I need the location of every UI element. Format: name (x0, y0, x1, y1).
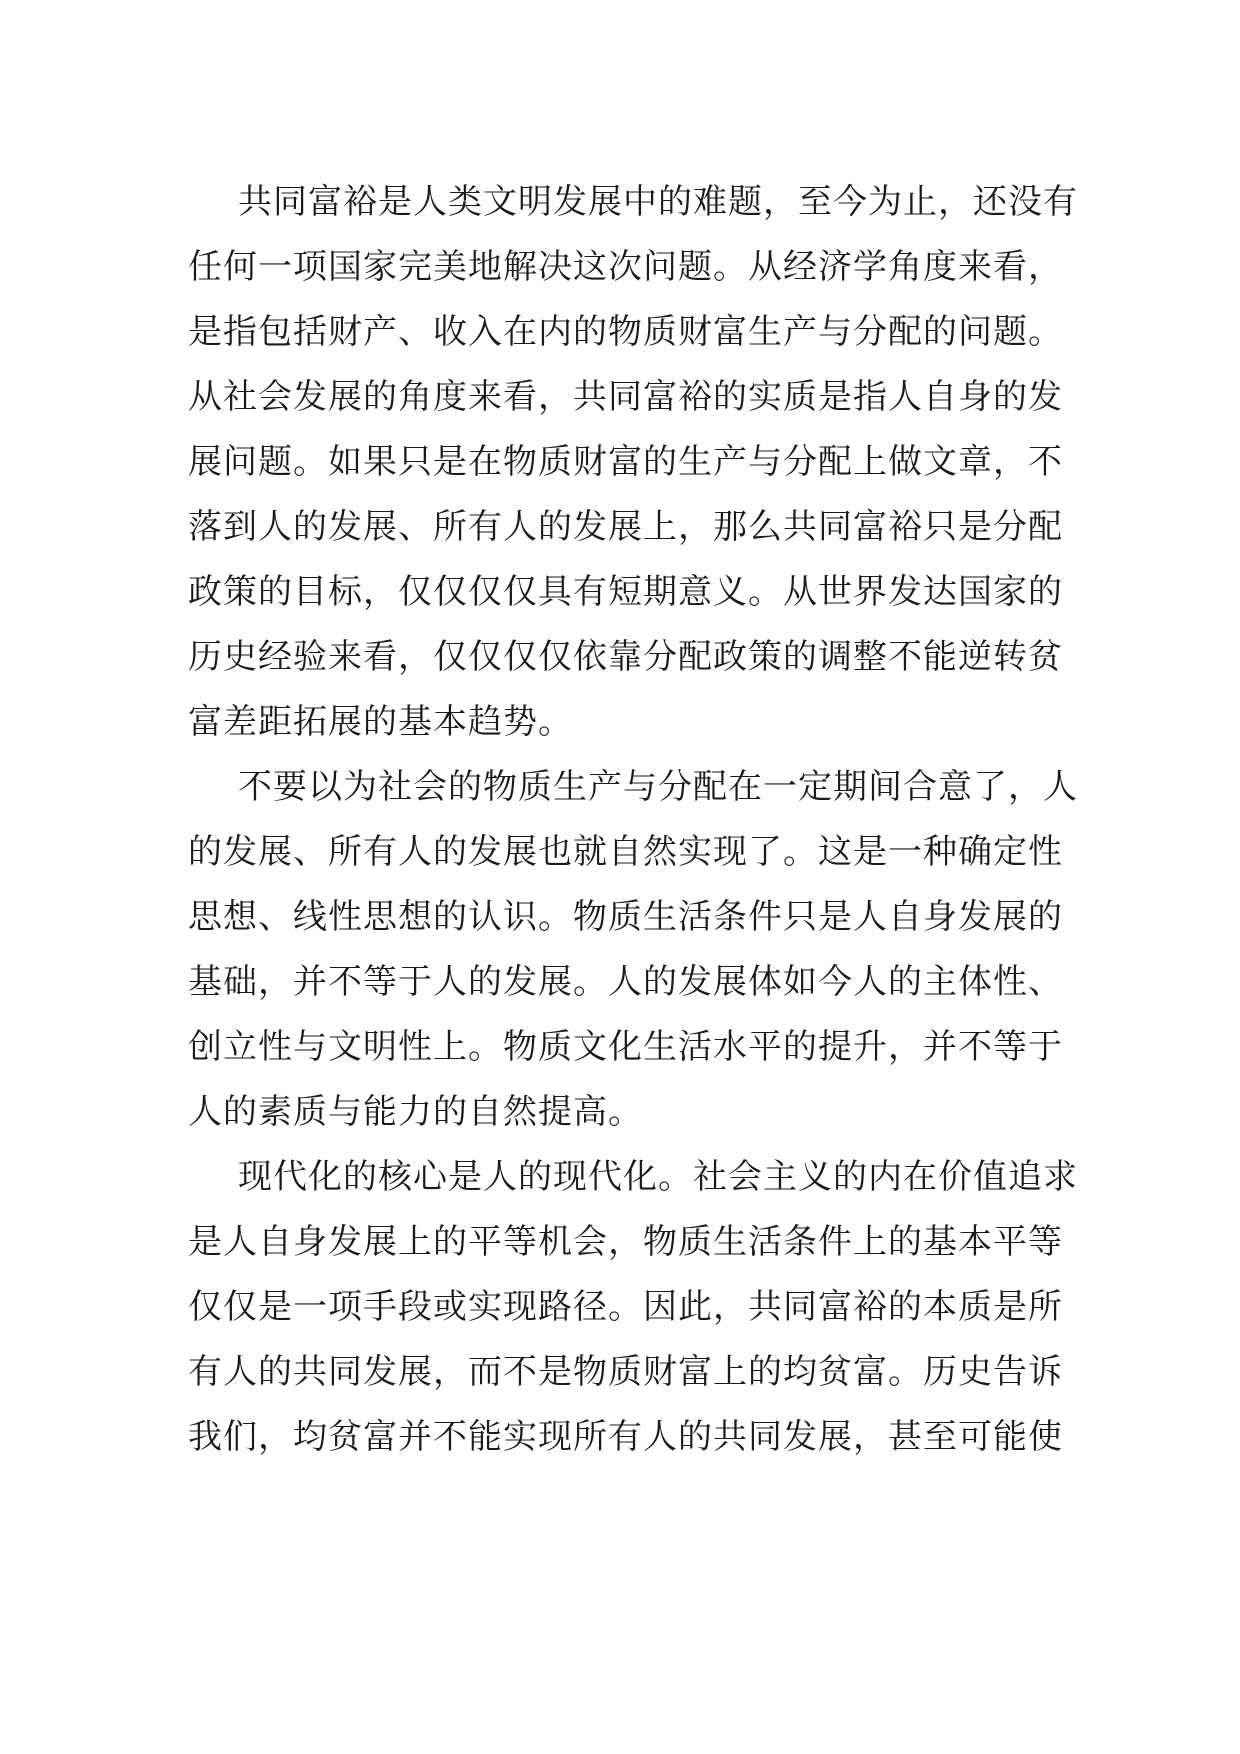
paragraph-line: 富差距拓展的基本趋势。 (188, 702, 573, 742)
paragraph-3 (188, 1145, 1078, 1470)
paragraph-line: 思想、线性思想的认识。物质生活条件只是人自身发展的 (188, 897, 1063, 937)
paragraph-line: 创立性与文明性上。物质文化生活水平的提升，并不等于 (188, 1027, 1063, 1067)
paragraph-line: 展问题。如果只是在物质财富的生产与分配上做文章，不 (188, 442, 1063, 482)
paragraph-1 (188, 170, 1078, 755)
paragraph-line: 是指包括财产、收入在内的物质财富生产与分配的问题。 (188, 312, 1063, 352)
paragraph-line: 仅仅是一项手段或实现路径。因此，共同富裕的本质是所 (188, 1287, 1063, 1327)
paragraph-line: 不要以为社会的物质生产与分配在一定期间合意了，人 (238, 767, 1078, 807)
paragraph-line: 任何一项国家完美地解决这次问题。从经济学角度来看， (188, 247, 1063, 287)
document-body (188, 170, 1078, 1470)
paragraph-line: 基础，并不等于人的发展。人的发展体如今人的主体性、 (188, 962, 1063, 1002)
paragraph-line: 从社会发展的角度来看，共同富裕的实质是指人自身的发 (188, 377, 1063, 417)
paragraph-2 (188, 755, 1078, 1145)
paragraph-line: 人的素质与能力的自然提高。 (188, 1092, 643, 1132)
paragraph-line: 历史经验来看，仅仅仅仅依靠分配政策的调整不能逆转贫 (188, 637, 1063, 677)
paragraph-line: 政策的目标，仅仅仅仅具有短期意义。从世界发达国家的 (188, 572, 1063, 612)
paragraph-line: 有人的共同发展，而不是物质财富上的均贫富。历史告诉 (188, 1352, 1063, 1392)
paragraph-line: 我们，均贫富并不能实现所有人的共同发展，甚至可能使 (188, 1417, 1063, 1457)
paragraph-line: 落到人的发展、所有人的发展上，那么共同富裕只是分配 (188, 507, 1063, 547)
paragraph-line: 现代化的核心是人的现代化。社会主义的内在价值追求 (238, 1157, 1078, 1197)
paragraph-line: 的发展、所有人的发展也就自然实现了。这是一种确定性 (188, 832, 1063, 872)
paragraph-line: 是人自身发展上的平等机会，物质生活条件上的基本平等 (188, 1222, 1063, 1262)
paragraph-line: 共同富裕是人类文明发展中的难题，至今为止，还没有 (238, 182, 1078, 222)
